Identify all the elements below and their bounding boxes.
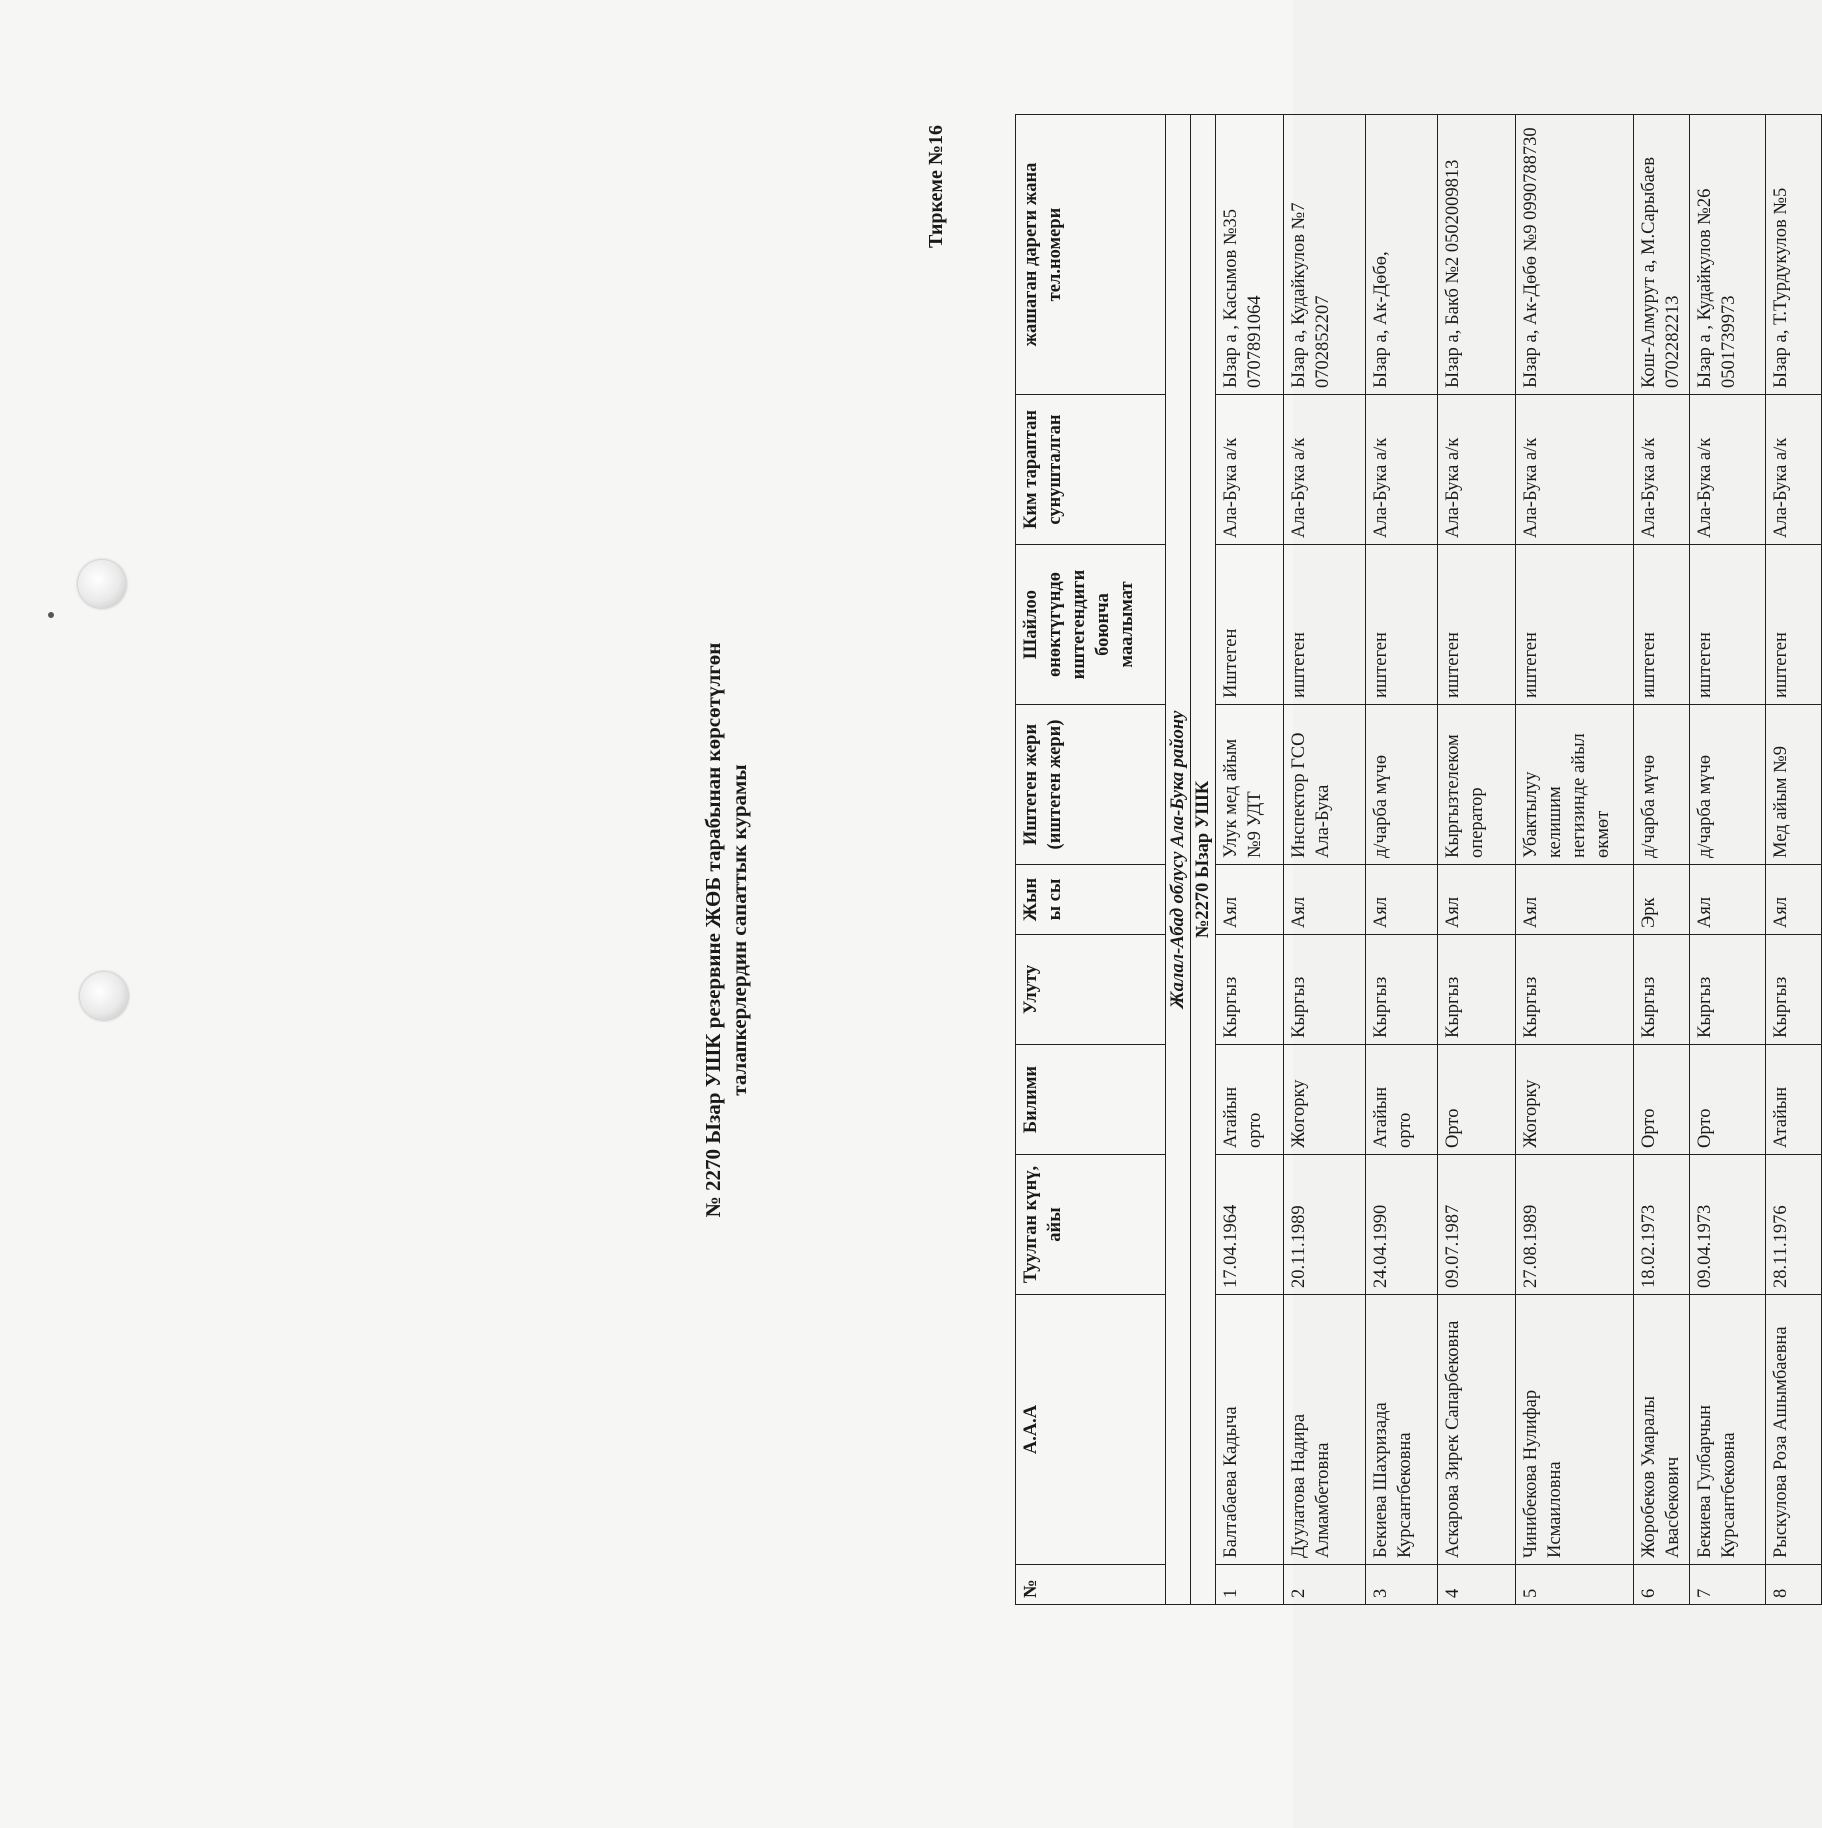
header-birth: Туулган күнү, айы: [1016, 1155, 1166, 1295]
region-row: [1166, 115, 1191, 1605]
cell-nationality: Кыргыз: [1690, 935, 1766, 1045]
title-line-2: талапкерлердин сапаттык курамы: [727, 764, 751, 1096]
cell-gender: Аял: [1216, 865, 1284, 935]
region-label: Жалал-Абад облусу Ала-Бука району: [1166, 115, 1191, 1605]
cell-address: Ызар а, Ак-Дөбө,: [1366, 115, 1438, 395]
cell-education: Атайын: [1766, 1045, 1822, 1155]
cell-nominated-by: Ала-Бука а/к: [1516, 395, 1634, 545]
header-row: [1016, 115, 1166, 1605]
cell-name: Дуулатова Надира Алмамбетовна: [1284, 1295, 1366, 1565]
cell-name: Бекиева Гулбарчын Курсантбековна: [1690, 1295, 1766, 1565]
cell-birth: 17.04.1964: [1216, 1155, 1284, 1295]
cell-nationality: Кыргыз: [1438, 935, 1516, 1045]
appendix-label: Тиркеме №16: [925, 125, 947, 248]
cell-nominated-by: Ала-Бука а/к: [1366, 395, 1438, 545]
title-line-1: № 2270 Ызар УШК резервине ЖӨБ тарабынан көрсөтүлгөн: [701, 642, 725, 1218]
header-gender: Жыны сы: [1016, 865, 1166, 935]
header-election-info: Шайлоо өнөктүгүндө иштегендиги боюнча маалымат: [1016, 545, 1166, 705]
cell-num: 8: [1766, 1565, 1822, 1605]
header-workplace: Иштеген жери (иштеген жери): [1016, 705, 1166, 865]
header-nominated-by: Ким тараптан сунушталган: [1016, 395, 1166, 545]
cell-address: Ызар а , Касымов №35 0707891064: [1216, 115, 1284, 395]
cell-nationality: Кыргыз: [1766, 935, 1822, 1045]
cell-birth: 24.04.1990: [1366, 1155, 1438, 1295]
cell-education: Жогорку: [1284, 1045, 1366, 1155]
cell-name: Аскарова Зирек Сапарбековна: [1438, 1295, 1516, 1565]
cell-workplace: Улук мед айым №9 УДТ: [1216, 705, 1284, 865]
cell-gender: Аял: [1766, 865, 1822, 935]
table-row: [1766, 115, 1822, 1605]
cell-birth: 28.11.1976: [1766, 1155, 1822, 1295]
cell-num: 2: [1284, 1565, 1366, 1605]
cell-name: Жоробеков Умаралы Авасбекович: [1634, 1295, 1690, 1565]
table-row: [1516, 115, 1634, 1605]
cell-name: Чинибекова Нулифар Исмаиловна: [1516, 1295, 1634, 1565]
cell-num: 1: [1216, 1565, 1284, 1605]
cell-nationality: Кыргыз: [1516, 935, 1634, 1045]
cell-nominated-by: Ала-Бука а/к: [1634, 395, 1690, 545]
table-row: [1284, 115, 1366, 1605]
cell-name: Балтабаева Кадыча: [1216, 1295, 1284, 1565]
cell-nominated-by: Ала-Бука а/к: [1284, 395, 1366, 545]
cell-gender: Аял: [1516, 865, 1634, 935]
header-address-phone: жашаган дареги жана тел.номери: [1016, 115, 1166, 395]
document-title: [700, 55, 752, 1805]
cell-num: 6: [1634, 1565, 1690, 1605]
cell-workplace: Инспектор ГСО Ала-Бука: [1284, 705, 1366, 865]
header-name: А.А.А: [1016, 1295, 1166, 1565]
cell-nationality: Кыргыз: [1366, 935, 1438, 1045]
cell-election-info: иштеген: [1766, 545, 1822, 705]
cell-num: 4: [1438, 1565, 1516, 1605]
cell-gender: Аял: [1438, 865, 1516, 935]
candidates-table: [1015, 114, 1822, 1605]
table-row: [1690, 115, 1766, 1605]
cell-nationality: Кыргыз: [1216, 935, 1284, 1045]
cell-name: Рыскулова Роза Ашымбаевна: [1766, 1295, 1822, 1565]
cell-education: Орто: [1438, 1045, 1516, 1155]
cell-election-info: иштеген: [1634, 545, 1690, 705]
table-row: [1216, 115, 1284, 1605]
cell-gender: Эрк: [1634, 865, 1690, 935]
commission-label: №2270 Ызар УШК: [1191, 115, 1216, 1605]
cell-birth: 09.07.1987: [1438, 1155, 1516, 1295]
cell-birth: 20.11.1989: [1284, 1155, 1366, 1295]
table-row: [1366, 115, 1438, 1605]
cell-name: Бекиева Шахризада Курсантбековна: [1366, 1295, 1438, 1565]
commission-row: [1191, 115, 1216, 1605]
cell-address: Кош-Алмурут а, М.Сарыбаев 0702282213: [1634, 115, 1690, 395]
cell-workplace: Убактылуу келишим негизинде айыл өкмөт: [1516, 705, 1634, 865]
cell-education: Атайын орто: [1366, 1045, 1438, 1155]
cell-election-info: иштеген: [1690, 545, 1766, 705]
cell-num: 5: [1516, 1565, 1634, 1605]
cell-nominated-by: Ала-Бука а/к: [1216, 395, 1284, 545]
cell-election-info: иштеген: [1516, 545, 1634, 705]
cell-num: 7: [1690, 1565, 1766, 1605]
cell-election-info: иштеген: [1366, 545, 1438, 705]
cell-birth: 09.04.1973: [1690, 1155, 1766, 1295]
cell-address: Ызар а, Бакб №2 0502009813: [1438, 115, 1516, 395]
cell-education: Атайын орто: [1216, 1045, 1284, 1155]
cell-num: 3: [1366, 1565, 1438, 1605]
cell-address: Ызар а, Т.Турдукулов №5: [1766, 115, 1822, 395]
cell-nationality: Кыргыз: [1634, 935, 1690, 1045]
cell-birth: 18.02.1973: [1634, 1155, 1690, 1295]
table-row: [1634, 115, 1690, 1605]
cell-address: Ызар а , Кудайкулов №26 0501739973: [1690, 115, 1766, 395]
cell-election-info: иштеген: [1438, 545, 1516, 705]
cell-election-info: иштеген: [1284, 545, 1366, 705]
cell-gender: Аял: [1284, 865, 1366, 935]
cell-nominated-by: Ала-Бука а/к: [1766, 395, 1822, 545]
cell-nominated-by: Ала-Бука а/к: [1438, 395, 1516, 545]
cell-nominated-by: Ала-Бука а/к: [1690, 395, 1766, 545]
cell-education: Орто: [1690, 1045, 1766, 1155]
rotated-document: [10, 55, 1791, 1805]
cell-education: Орто: [1634, 1045, 1690, 1155]
cell-workplace: д/чарба мүчө: [1690, 705, 1766, 865]
cell-gender: Аял: [1690, 865, 1766, 935]
cell-education: Жогорку: [1516, 1045, 1634, 1155]
cell-workplace: Мед айым №9: [1766, 705, 1822, 865]
table-row: [1438, 115, 1516, 1605]
cell-birth: 27.08.1989: [1516, 1155, 1634, 1295]
cell-address: Ызар а, Кудайкулов №7 0702852207: [1284, 115, 1366, 395]
header-education: Билими: [1016, 1045, 1166, 1155]
cell-election-info: Иштеген: [1216, 545, 1284, 705]
cell-workplace: д/чарба мүчө: [1634, 705, 1690, 865]
cell-nationality: Кыргыз: [1284, 935, 1366, 1045]
cell-workplace: д/чарба мүчө: [1366, 705, 1438, 865]
header-nationality: Улуту: [1016, 935, 1166, 1045]
cell-address: Ызар а, Ак-Дөбө №9 0990788730: [1516, 115, 1634, 395]
header-num: №: [1016, 1565, 1166, 1605]
cell-gender: Аял: [1366, 865, 1438, 935]
cell-workplace: Кыргызтелеком оператор: [1438, 705, 1516, 865]
